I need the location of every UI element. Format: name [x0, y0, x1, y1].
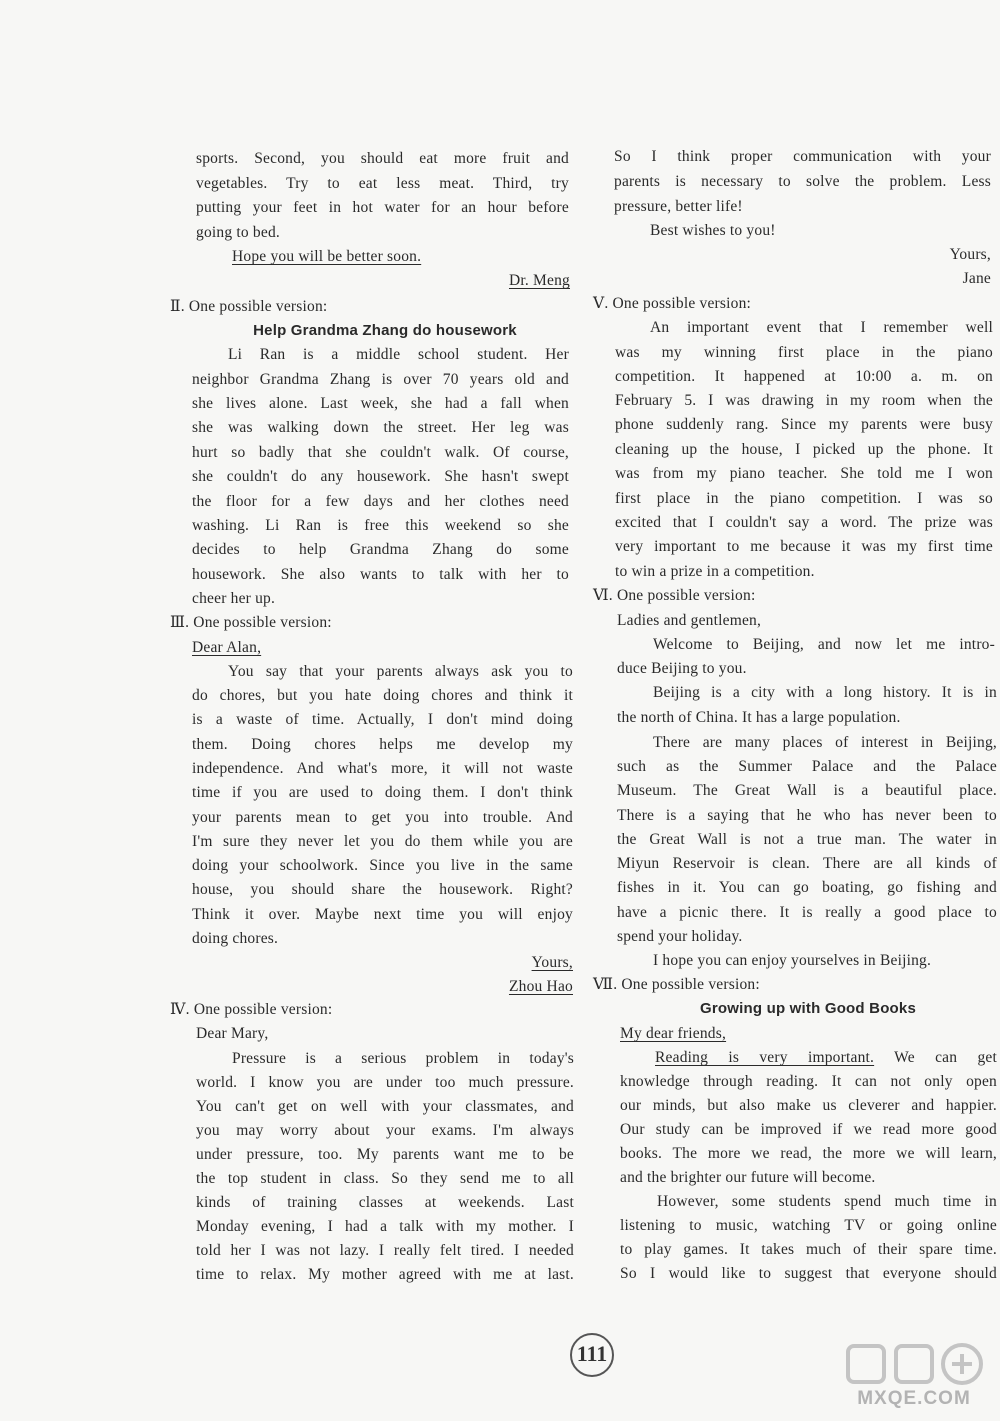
- text-line: There is a saying that he who has never been to: [617, 807, 997, 824]
- text-line: the Great Wall is not a true man. The water in: [617, 831, 997, 848]
- text-line: February 5. I was drawing in my room when the: [615, 392, 993, 409]
- text-line: Li Ran is a middle school student. Her: [228, 346, 569, 363]
- section-heading: Ⅱ. One possible version:: [170, 298, 328, 315]
- text-line: and the brighter our future will become.: [620, 1169, 876, 1186]
- text-line: the top student in class. So they send me to all: [196, 1170, 574, 1187]
- text-line: cleaning up the house, I picked up the phone. It: [615, 441, 993, 458]
- text-line: phone suddenly rang. Since my parents were busy: [615, 416, 993, 433]
- text-line: she was walking down the street. Her leg was: [192, 419, 569, 436]
- watermark: [828, 1340, 1000, 1421]
- text-line: washing. Li Ran is free this weekend so she: [192, 517, 569, 534]
- watermark-text: MXQE.COM: [857, 1388, 971, 1409]
- text-line: duce Beijing to you.: [617, 660, 747, 677]
- text-line: Think it over. Maybe next time you will enjoy: [192, 906, 573, 923]
- page-number: [562, 1325, 622, 1385]
- text-line: do chores, but you hate doing chores and think it: [192, 687, 573, 704]
- signature: Yours,: [531, 954, 573, 971]
- signature: Yours,: [949, 246, 991, 263]
- text-line: Welcome to Beijing, and now let me intro-: [653, 636, 995, 653]
- text-line: you may worry about your exams. I'm always: [196, 1122, 574, 1139]
- text-line: decides to help Grandma Zhang do some: [192, 541, 569, 558]
- section-heading: Ⅴ. One possible version:: [593, 295, 752, 312]
- section-heading: Ⅲ. One possible version:: [170, 614, 332, 631]
- text-line: doing chores.: [192, 930, 279, 947]
- text-line: housework. She also wants to talk with her to: [192, 566, 569, 583]
- text-line: house, you should share the housework. Right?: [192, 881, 573, 898]
- signature: Zhou Hao: [508, 978, 573, 995]
- text-line: There are many places of interest in Beijing,: [653, 734, 997, 751]
- text-line: I hope you can enjoy yourselves in Beijing.: [653, 952, 932, 969]
- essay-title: Help Grandma Zhang do housework: [253, 322, 517, 339]
- text-line: sports. Second, you should eat more fruit and: [196, 150, 569, 167]
- text-line: going to bed.: [196, 224, 280, 241]
- text-line: our minds, but also make us cleverer and happier.: [620, 1097, 997, 1114]
- text-line: told her I was not lazy. I really felt tired. I needed: [196, 1242, 574, 1259]
- text-line: the floor for a few days and her clothes need: [192, 493, 569, 510]
- essay-title: Growing up with Good Books: [699, 1000, 916, 1017]
- text-line: have a picnic there. It is really a good place to: [617, 904, 997, 921]
- closing-line: Hope you will be better soon.: [232, 248, 422, 265]
- text-line: was from my piano teacher. She told me I won: [615, 465, 993, 482]
- text-line: she couldn't do any housework. She hasn't swept: [192, 468, 569, 485]
- section-heading: Ⅵ. One possible version:: [593, 587, 756, 604]
- text-line: You can't get on well with your classmates, and: [196, 1098, 574, 1115]
- text-line: However, some students spend much time in: [657, 1193, 997, 1210]
- watermark-logo-icon: [828, 1340, 1000, 1390]
- text-line: first place in the piano competition. I was so: [615, 490, 993, 507]
- text-line: she lives alone. Last week, she had a fall when: [192, 395, 569, 412]
- page-number-label: 111: [576, 1341, 608, 1366]
- text-line: Beijing is a city with a long history. It is in: [653, 684, 997, 701]
- text-line: under pressure, too. My parents want me to be: [196, 1146, 574, 1163]
- text-line: books. The more we read, the more we will learn,: [620, 1145, 997, 1162]
- text-line: independence. And what's more, it will not waste: [192, 760, 573, 777]
- text-line: very important to me because it was my first time: [615, 538, 993, 555]
- signature: Dr. Meng: [508, 272, 570, 289]
- text-line: parents is necessary to solve the problem. Less: [614, 173, 991, 190]
- salutation: Dear Mary,: [196, 1025, 269, 1042]
- text-line: to play games. It takes much of their spare time.: [620, 1241, 997, 1258]
- text-line: putting your feet in hot water for an hour before: [196, 199, 569, 216]
- text-line: You say that your parents always ask you to: [228, 663, 573, 680]
- text-line: was my winning first place in the piano: [615, 344, 993, 361]
- text-line: world. I know you are under too much pressure.: [196, 1074, 574, 1091]
- text-line: excited that I couldn't say a word. The prize was: [615, 514, 993, 531]
- text-line: them. Doing chores helps me develop my: [192, 736, 573, 753]
- text-line: fishes in it. You can go boating, go fishing and: [617, 879, 997, 896]
- salutation: My dear friends,: [620, 1025, 727, 1042]
- salutation: Ladies and gentlemen,: [617, 612, 762, 629]
- text-line: neighbor Grandma Zhang is over 70 years old and: [192, 371, 569, 388]
- text-line: So I think proper communication with your: [614, 148, 991, 165]
- text-line: is a waste of time. Actually, I don't mind doing: [192, 711, 573, 728]
- text-line: time if you are used to doing them. I don't think: [192, 784, 573, 801]
- text-line: So I would like to suggest that everyone should: [620, 1265, 997, 1282]
- text-line: I'm sure they never let you do them while you are: [192, 833, 573, 850]
- text-line: the north of China. It has a large population.: [617, 709, 901, 726]
- text-line: cheer her up.: [192, 590, 276, 607]
- text-line: Reading is very important. We can get: [655, 1049, 997, 1066]
- section-heading: Ⅳ. One possible version:: [170, 1001, 333, 1018]
- page-number-ring: [570, 1333, 614, 1377]
- text-line: hurt so badly that she couldn't walk. Of course,: [192, 444, 569, 461]
- text-line: listening to music, watching TV or going online: [620, 1217, 997, 1234]
- text-line: your parents mean to get you into trouble. And: [192, 809, 573, 826]
- text-line: Museum. The Great Wall is a beautiful place.: [617, 782, 997, 799]
- text-line: such as the Summer Palace and the Palace: [617, 758, 997, 775]
- salutation: Dear Alan,: [192, 639, 262, 656]
- text-line: pressure, better life!: [614, 198, 743, 215]
- text-line: Monday evening, I had a talk with my mother. I: [196, 1218, 574, 1235]
- text-line: Our study can be improved if we read more good: [620, 1121, 997, 1138]
- closing-line: Best wishes to you!: [650, 222, 776, 239]
- signature: Jane: [962, 270, 991, 287]
- text-line: Miyun Reservoir is clean. There are all kinds of: [617, 855, 997, 872]
- text-line: knowledge through reading. It can not only open: [620, 1073, 997, 1090]
- text-line: doing your schoolwork. Since you live in the same: [192, 857, 573, 874]
- text-line: Pressure is a serious problem in today's: [232, 1050, 574, 1067]
- text-line: competition. It happened at 10:00 a. m. on: [615, 368, 993, 385]
- text-line: An important event that I remember well: [650, 319, 993, 336]
- text-line: spend your holiday.: [617, 928, 743, 945]
- text-line: time to relax. My mother agreed with me at last.: [196, 1266, 574, 1283]
- section-heading: Ⅶ. One possible version:: [593, 976, 760, 993]
- text-line: to win a prize in a competition.: [615, 563, 815, 580]
- text-line: kinds of training classes at weekends. Last: [196, 1194, 574, 1211]
- text-line: vegetables. Try to eat less meat. Third, try: [196, 175, 569, 192]
